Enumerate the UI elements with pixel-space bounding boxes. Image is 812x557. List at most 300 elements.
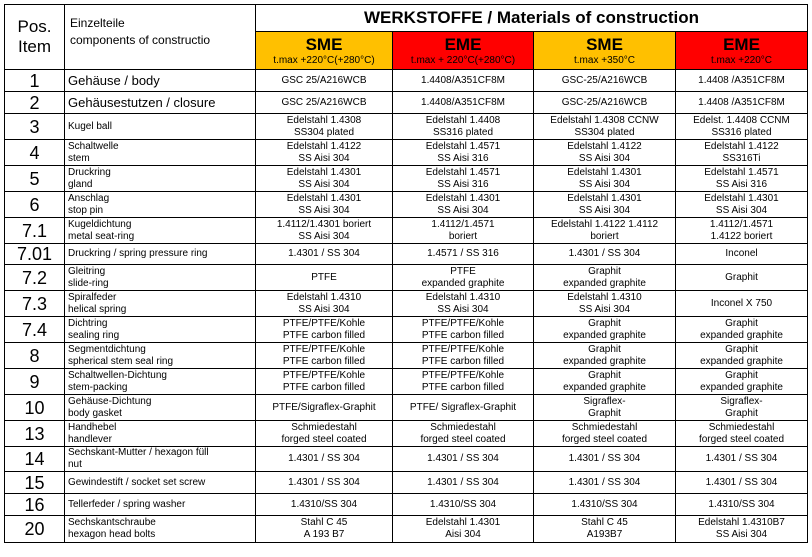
material-cell-4 (676, 421, 808, 447)
pos-cell: 7.4 (5, 317, 65, 343)
material-cell-4 (676, 92, 808, 114)
material-line: Edelstahl 1.4408 (425, 114, 501, 126)
material-line: Graphit (588, 407, 621, 419)
component-line: handlever (68, 433, 112, 445)
component-line: Druckring (68, 166, 111, 178)
material-line: PTFE carbon filled (421, 329, 505, 341)
material-line: Edelstahl 1.4301 (567, 192, 642, 204)
material-line: 1.4301 / SS 304 (568, 248, 641, 259)
material-line: 1.4301 / SS 304 (288, 453, 360, 464)
material-line: PTFE/Sigraflex-Graphit (272, 401, 376, 413)
material-line: Edelstahl 1.4310 (425, 291, 501, 303)
component-line: stem-packing (68, 381, 128, 393)
material-cell-2 (393, 421, 534, 447)
material-line: 1.4301 / SS 304 (705, 453, 778, 464)
material-line: PTFE/PTFE/Kohle (421, 317, 505, 329)
material-cell-2 (393, 472, 534, 494)
component-line: Gehäusestutzen / closure (68, 94, 216, 110)
material-line: SS Aisi 304 (437, 303, 489, 315)
material-line: expanded graphite (563, 355, 646, 367)
material-cell-2 (393, 92, 534, 114)
grade-header-4 (676, 32, 808, 70)
material-cell-1 (256, 244, 393, 265)
material-cell-1 (256, 369, 393, 395)
pos-cell: 6 (5, 192, 65, 218)
component-line: spherical stem seal ring (68, 355, 174, 367)
material-line: GSC-25/A216WCB (561, 74, 648, 86)
material-line: PTFE carbon filled (282, 355, 366, 367)
material-line: expanded graphite (700, 381, 783, 393)
material-cell-2 (393, 244, 534, 265)
table-row (5, 291, 808, 317)
material-line: Schmiedestahl (708, 421, 775, 433)
material-line: Edelstahl 1.4301 (286, 166, 362, 178)
material-line: 1.4408/A351CF8M (421, 74, 505, 86)
parts-header (65, 5, 256, 70)
material-line: Graphit (588, 317, 621, 329)
component-line: Gehäuse-Dichtung (68, 395, 152, 407)
material-cell-1 (256, 166, 393, 192)
component-line: Druckring / spring pressure ring (68, 248, 208, 259)
material-cell-3 (534, 140, 676, 166)
material-line: expanded graphite (700, 355, 783, 367)
material-cell-4 (676, 114, 808, 140)
material-line: SS316 plated (711, 126, 772, 138)
material-cell-1 (256, 218, 393, 244)
table-row (5, 70, 808, 92)
material-line: Edelstahl 1.4122 (704, 140, 779, 152)
component-line: nut (68, 459, 82, 470)
pos-cell: 9 (5, 369, 65, 395)
component-line: Sechskant-Mutter / hexagon füll (68, 447, 209, 458)
material-cell-3 (534, 472, 676, 494)
material-line: PTFE carbon filled (282, 329, 366, 341)
material-cell-1 (256, 343, 393, 369)
material-line: GSC 25/A216WCB (281, 96, 367, 108)
pos-cell: 3 (5, 114, 65, 140)
component-cell (65, 369, 256, 395)
pos-cell: 8 (5, 343, 65, 369)
table-row (5, 92, 808, 114)
component-line: Segmentdichtung (68, 343, 146, 355)
pos-cell: 16 (5, 494, 65, 516)
component-cell (65, 472, 256, 494)
component-line: slide-ring (68, 277, 109, 289)
pos-cell: 10 (5, 395, 65, 421)
material-line: SS Aisi 304 (578, 152, 631, 164)
material-line: Edelstahl 1.4310 (567, 291, 642, 303)
grade-name: SME (586, 35, 623, 54)
table-row (5, 218, 808, 244)
material-line: PTFE carbon filled (421, 381, 505, 393)
material-line: expanded graphite (421, 277, 505, 289)
material-cell-4 (676, 317, 808, 343)
component-cell (65, 317, 256, 343)
material-cell-3 (534, 369, 676, 395)
material-cell-3 (534, 244, 676, 265)
component-cell (65, 265, 256, 291)
pos-cell: 4 (5, 140, 65, 166)
material-line: Edelstahl 1.4308 (286, 114, 362, 126)
material-line: SS Aisi 304 (298, 230, 350, 242)
material-cell-2 (393, 192, 534, 218)
material-line: SS Aisi 304 (715, 529, 768, 540)
material-line: Edelstahl 1.4301 (286, 192, 362, 204)
material-line: 1.4408/A351CF8M (421, 96, 505, 108)
material-cell-1 (256, 114, 393, 140)
material-line: SS Aisi 304 (715, 204, 768, 216)
material-line: Edelstahl 1.4308 CCNW (550, 114, 659, 126)
table-row (5, 369, 808, 395)
component-cell (65, 447, 256, 472)
material-line: 1.4112/1.4571 (431, 218, 495, 230)
parts-header-line2: components of constructio (70, 33, 211, 47)
material-line: 1.4301 / SS 304 (288, 248, 360, 259)
material-cell-3 (534, 114, 676, 140)
component-line: hexagon head bolts (68, 529, 156, 540)
material-cell-4 (676, 265, 808, 291)
material-cell-2 (393, 70, 534, 92)
component-cell (65, 166, 256, 192)
material-line: PTFE/PTFE/Kohle (421, 343, 505, 355)
material-line: Edelstahl 1.4301 (567, 166, 642, 178)
material-line: forged steel coated (420, 433, 506, 445)
material-cell-3 (534, 166, 676, 192)
material-cell-1 (256, 291, 393, 317)
component-line: Kugeldichtung (68, 218, 132, 230)
material-line: PTFE (311, 271, 337, 283)
material-line: 1.4310/SS 304 (708, 498, 775, 510)
material-line: SS Aisi 304 (437, 204, 489, 216)
material-line: Graphit (725, 343, 758, 355)
pos-cell: 7.1 (5, 218, 65, 244)
material-line: Inconel X 750 (710, 297, 773, 309)
material-cell-1 (256, 140, 393, 166)
material-line: Aisi 304 (445, 529, 481, 540)
table-row (5, 395, 808, 421)
material-cell-3 (534, 92, 676, 114)
material-line: Edelstahl 1.4122 (567, 140, 642, 152)
table-row (5, 265, 808, 291)
material-cell-3 (534, 70, 676, 92)
material-line: Edelstahl 1.4301 (704, 192, 779, 204)
material-cell-2 (393, 343, 534, 369)
material-line: boriert (448, 230, 478, 242)
material-cell-3 (534, 516, 676, 543)
component-cell (65, 516, 256, 543)
material-line: Graphit (588, 343, 621, 355)
material-line: SS Aisi 304 (298, 178, 350, 190)
grade-temperature: t.max +220°C(+280°C) (273, 55, 375, 66)
table-row (5, 494, 808, 516)
material-line: SS Aisi 316 (715, 178, 768, 190)
material-line: Sigraflex- (583, 395, 626, 407)
material-cell-4 (676, 244, 808, 265)
material-cell-3 (534, 494, 676, 516)
component-cell (65, 494, 256, 516)
material-line: PTFE carbon filled (282, 381, 366, 393)
material-cell-2 (393, 317, 534, 343)
material-line: SS304 plated (293, 126, 355, 138)
material-cell-4 (676, 140, 808, 166)
component-line: stop pin (68, 204, 104, 216)
grade-name: EME (444, 35, 482, 54)
material-cell-3 (534, 317, 676, 343)
material-line: 1.4301 / SS 304 (427, 476, 499, 488)
table-row (5, 192, 808, 218)
table-row (5, 516, 808, 543)
component-cell (65, 192, 256, 218)
material-line: SS316Ti (722, 152, 761, 164)
table-row (5, 447, 808, 472)
material-cell-2 (393, 166, 534, 192)
material-cell-4 (676, 218, 808, 244)
material-line: PTFE (450, 265, 476, 277)
material-line: 1.4310/SS 304 (290, 498, 358, 510)
pos-cell: 2 (5, 92, 65, 114)
pos-cell: 13 (5, 421, 65, 447)
material-line: Schmiedestahl (291, 421, 357, 433)
material-cell-1 (256, 317, 393, 343)
component-line: body gasket (68, 407, 122, 419)
material-cell-1 (256, 395, 393, 421)
table-row (5, 140, 808, 166)
material-line: Edelstahl 1.4301 (425, 517, 501, 528)
material-line: 1.4310/SS 304 (429, 498, 497, 510)
material-cell-3 (534, 265, 676, 291)
pos-cell: 1 (5, 70, 65, 92)
material-cell-1 (256, 265, 393, 291)
pos-cell: 15 (5, 472, 65, 494)
material-cell-1 (256, 516, 393, 543)
material-line: PTFE/PTFE/Kohle (282, 343, 366, 355)
material-line: PTFE/PTFE/Kohle (282, 369, 366, 381)
material-cell-2 (393, 395, 534, 421)
material-line: Inconel (725, 248, 758, 259)
component-line: stem (68, 152, 90, 164)
component-cell (65, 291, 256, 317)
material-cell-1 (256, 192, 393, 218)
material-line: A 193 B7 (303, 529, 345, 540)
material-line: 1.4408 /A351CF8M (698, 74, 785, 86)
material-line: 1.4122 boriert (710, 230, 773, 242)
material-cell-3 (534, 421, 676, 447)
material-line: PTFE/PTFE/Kohle (421, 369, 505, 381)
material-cell-3 (534, 395, 676, 421)
material-line: 1.4301 / SS 304 (427, 453, 499, 464)
component-line: Sechskantschraube (68, 517, 156, 528)
material-line: expanded graphite (563, 329, 646, 341)
material-cell-3 (534, 447, 676, 472)
material-cell-1 (256, 472, 393, 494)
material-cell-4 (676, 447, 808, 472)
material-cell-2 (393, 494, 534, 516)
material-line: Edelstahl 1.4122 1.4112 (550, 218, 659, 230)
component-cell (65, 244, 256, 265)
material-line: Edelst. 1.4408 CCNM (693, 114, 790, 126)
table-row (5, 114, 808, 140)
pos-cell: 20 (5, 516, 65, 543)
component-cell (65, 92, 256, 114)
material-cell-2 (393, 447, 534, 472)
material-cell-3 (534, 192, 676, 218)
material-line: boriert (590, 230, 619, 242)
material-line: Edelstahl 1.4571 (425, 140, 501, 152)
table-row (5, 317, 808, 343)
material-line: 1.4301 / SS 304 (568, 476, 641, 488)
material-line: SS Aisi 304 (298, 152, 350, 164)
component-line: Gewindestift / socket set screw (68, 476, 206, 488)
table-row (5, 421, 808, 447)
material-cell-4 (676, 166, 808, 192)
material-line: Graphit (588, 369, 621, 381)
pos-cell: 7.01 (5, 244, 65, 265)
material-cell-2 (393, 265, 534, 291)
component-cell (65, 421, 256, 447)
component-line: Handhebel (68, 421, 117, 433)
material-line: SS Aisi 316 (437, 152, 489, 164)
material-line: expanded graphite (700, 329, 783, 341)
component-line: sealing ring (68, 329, 120, 341)
parts-header-line1: Einzelteile (70, 16, 125, 30)
component-line: Spiralfeder (68, 291, 117, 303)
material-cell-4 (676, 494, 808, 516)
pos-header (5, 5, 65, 70)
material-cell-1 (256, 494, 393, 516)
material-line: SS Aisi 304 (578, 303, 631, 315)
grade-name: SME (305, 35, 343, 54)
component-cell (65, 140, 256, 166)
table-row (5, 343, 808, 369)
component-cell (65, 395, 256, 421)
pos-header-line1: Pos. (17, 17, 52, 36)
pos-cell: 7.3 (5, 291, 65, 317)
material-line: Graphit (725, 369, 758, 381)
material-cell-1 (256, 421, 393, 447)
component-line: Dichtring (68, 317, 108, 329)
material-line: forged steel coated (561, 433, 648, 445)
material-line: SS Aisi 304 (298, 204, 350, 216)
material-line: 1.4408 /A351CF8M (698, 96, 785, 108)
material-line: 1.4112/1.4301 boriert (276, 218, 372, 230)
component-cell (65, 70, 256, 92)
material-cell-4 (676, 343, 808, 369)
grade-name: EME (723, 35, 760, 54)
material-line: Graphit (725, 407, 758, 419)
pos-cell: 7.2 (5, 265, 65, 291)
component-line: Kugel ball (68, 120, 112, 132)
material-line: GSC-25/A216WCB (561, 96, 648, 108)
grade-header-1 (256, 32, 393, 70)
materials-table (4, 4, 808, 543)
material-line: Graphit (725, 271, 758, 283)
material-line: Graphit (588, 265, 621, 277)
material-line: PTFE carbon filled (421, 355, 505, 367)
material-cell-2 (393, 369, 534, 395)
component-line: helical spring (68, 303, 127, 315)
material-cell-4 (676, 516, 808, 543)
material-line: 1.4301 / SS 304 (288, 476, 360, 488)
material-line: Edelstahl 1.4122 (286, 140, 362, 152)
component-line: Schaltwellen-Dichtung (68, 369, 167, 381)
material-line: PTFE/PTFE/Kohle (282, 317, 366, 329)
material-line: Sigraflex- (720, 395, 763, 407)
material-cell-4 (676, 291, 808, 317)
material-line: Stahl C 45 (581, 517, 628, 528)
material-line: 1.4310/SS 304 (571, 498, 638, 510)
material-cell-3 (534, 343, 676, 369)
component-line: Tellerfeder / spring washer (68, 498, 186, 510)
material-line: GSC 25/A216WCB (281, 74, 367, 86)
material-line: 1.4112/1.4571 (709, 218, 774, 230)
component-line: metal seat-ring (68, 230, 135, 242)
material-line: 1.4301 / SS 304 (705, 476, 778, 488)
table-row (5, 472, 808, 494)
component-cell (65, 114, 256, 140)
material-cell-4 (676, 472, 808, 494)
material-line: Schmiedestahl (571, 421, 638, 433)
material-cell-3 (534, 291, 676, 317)
table-title: WERKSTOFFE / Materials of construction (256, 5, 808, 32)
material-cell-1 (256, 92, 393, 114)
grade-header-2 (393, 32, 534, 70)
material-line: forged steel coated (698, 433, 785, 445)
component-line: Schaltwelle (68, 140, 119, 152)
component-cell (65, 343, 256, 369)
material-cell-2 (393, 218, 534, 244)
material-cell-2 (393, 516, 534, 543)
pos-cell: 5 (5, 166, 65, 192)
material-line: Edelstahl 1.4310B7 (698, 517, 785, 528)
material-line: SS Aisi 304 (298, 303, 350, 315)
material-cell-4 (676, 395, 808, 421)
material-line: 1.4571 / SS 316 (427, 248, 499, 259)
material-line: expanded graphite (563, 381, 646, 393)
material-line: forged steel coated (281, 433, 367, 445)
material-cell-4 (676, 369, 808, 395)
material-line: Graphit (725, 317, 758, 329)
material-cell-2 (393, 114, 534, 140)
grade-temperature: t.max +220°C (711, 55, 772, 66)
material-line: SS316 plated (432, 126, 494, 138)
component-line: Anschlag (68, 192, 110, 204)
table-row (5, 166, 808, 192)
material-line: 1.4301 / SS 304 (568, 453, 641, 464)
material-line: Edelstahl 1.4571 (704, 166, 779, 178)
material-line: A193B7 (586, 529, 623, 540)
pos-header-line2: Item (17, 37, 52, 56)
material-cell-4 (676, 192, 808, 218)
material-line: SS Aisi 316 (437, 178, 489, 190)
table-row (5, 244, 808, 265)
grade-header-3 (534, 32, 676, 70)
material-cell-3 (534, 218, 676, 244)
component-line: Gleitring (68, 265, 106, 277)
grade-temperature: t.max +350°C (574, 55, 635, 66)
material-cell-4 (676, 70, 808, 92)
component-cell (65, 218, 256, 244)
material-line: PTFE/ Sigraflex-Graphit (409, 401, 517, 413)
material-line: Schmiedestahl (430, 421, 496, 433)
material-cell-2 (393, 140, 534, 166)
material-line: Edelstahl 1.4301 (425, 192, 501, 204)
material-line: Stahl C 45 (300, 517, 348, 528)
grade-temperature: t.max + 220°C(+280°C) (410, 55, 516, 66)
material-cell-2 (393, 291, 534, 317)
material-line: Edelstahl 1.4571 (425, 166, 501, 178)
component-line: Gehäuse / body (68, 72, 160, 88)
material-cell-1 (256, 447, 393, 472)
